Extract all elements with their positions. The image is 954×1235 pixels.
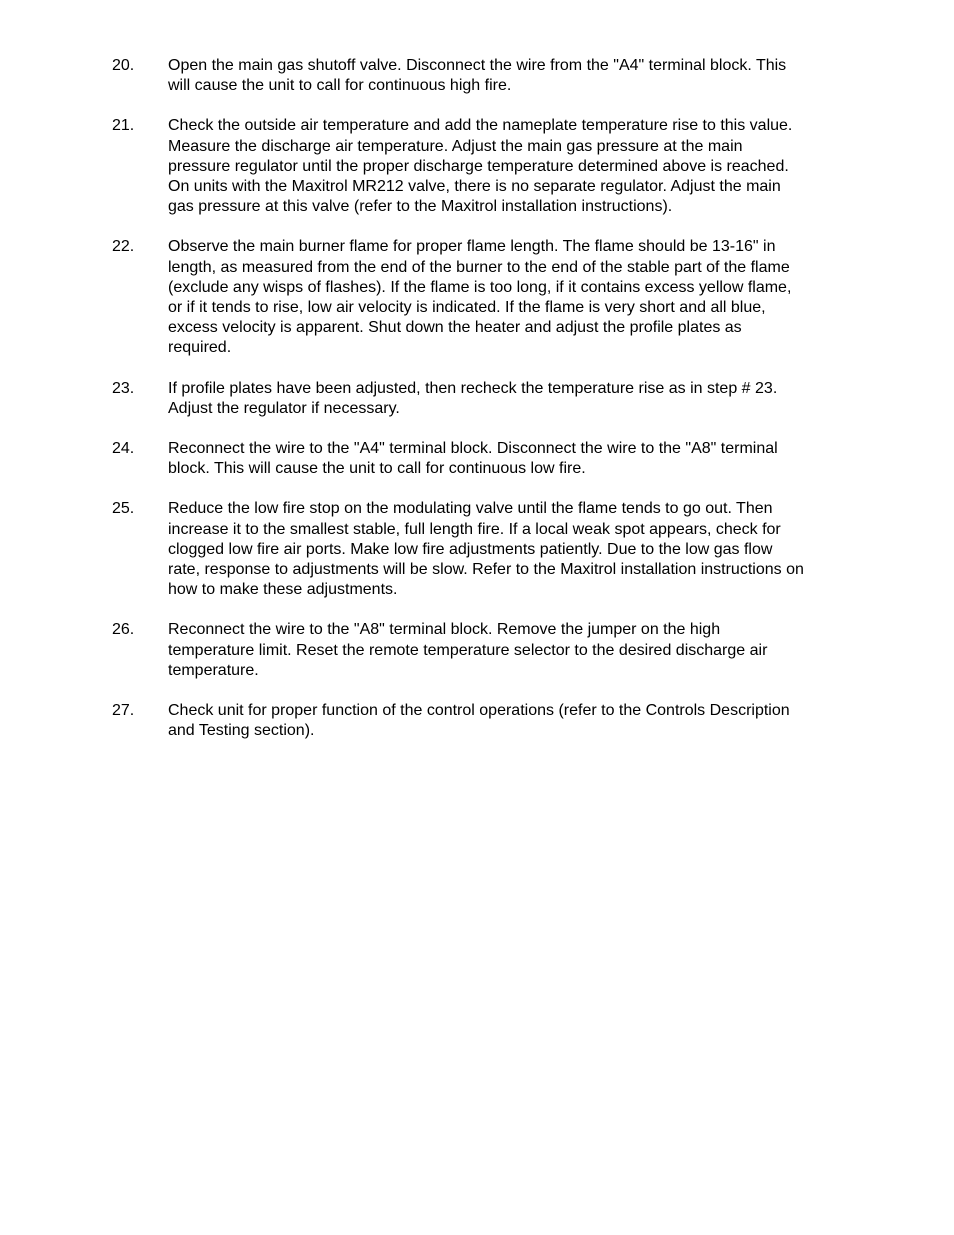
step-21 — [112, 116, 852, 217]
step-24 — [112, 439, 852, 479]
step-number: 20. — [112, 57, 135, 74]
step-26 — [112, 620, 852, 681]
step-text: Open the main gas shutoff valve. Disconnect the wire from the "A4" terminal block. This will cause the unit to call for continuous high fire. — [168, 57, 787, 95]
step-number: 25. — [112, 500, 135, 518]
step-text: Check unit for proper function of the control operations (refer to the Controls Description and Testing section). — [168, 702, 790, 740]
step-number: 23. — [112, 379, 135, 397]
step-text: Check the outside air temperature and add the nameplate temperature rise to this value. Measure the discharge air temperature. Adjust the main gas pressure at the main pressure regulator until the proper discharge temperature determined above is reached. On units with the Maxitrol MR212 valve, there is no separate regulator. Adjust the main gas pressure at this valve (refer to the Maxitrol installation instructions). — [168, 117, 793, 216]
step-text: Reduce the low fire stop on the modulating valve until the flame tends to go out. Then increase it to the smallest stable, full length fire. If a local weak spot appears, check for clogged low fire air ports. Make low fire adjustments patiently. Due to the low gas flow rate, response to adjustments will be slow. Refer to the Maxitrol installation instructions on how to make these adjustments. — [168, 500, 804, 599]
step-23 — [112, 379, 852, 419]
step-number: 24. — [112, 440, 135, 458]
step-27 — [112, 701, 852, 741]
step-text: Observe the main burner flame for proper flame length. The flame should be 13-16" in length, as measured from the end of the burner to the end of the stable part of the flame (exclude any wisps of flashes). If the flame is too long, if it contains excess yellow flame, or if it tends to rise, low air velocity is indicated. If the flame is very short and all blue, excess velocity is apparent. Shut down the heater and adjust the profile plates as required. — [168, 238, 792, 357]
step-number: 22. — [112, 238, 135, 256]
instruction-steps-list — [112, 56, 852, 761]
step-25 — [112, 499, 852, 600]
step-20 — [112, 56, 852, 96]
step-number: 27. — [112, 702, 135, 720]
step-22 — [112, 237, 852, 358]
step-number: 21. — [112, 117, 135, 135]
step-number: 26. — [112, 621, 135, 639]
step-text: If profile plates have been adjusted, then recheck the temperature rise as in step # 23. Adjust the regulator if necessary. — [168, 379, 778, 417]
step-text: Reconnect the wire to the "A4" terminal block. Disconnect the wire to the "A8" terminal block. This will cause the unit to call for continuous low fire. — [168, 440, 778, 478]
step-text: Reconnect the wire to the "A8" terminal block. Remove the jumper on the high temperature limit. Reset the remote temperature selector to the desired discharge air temperature. — [168, 621, 768, 679]
